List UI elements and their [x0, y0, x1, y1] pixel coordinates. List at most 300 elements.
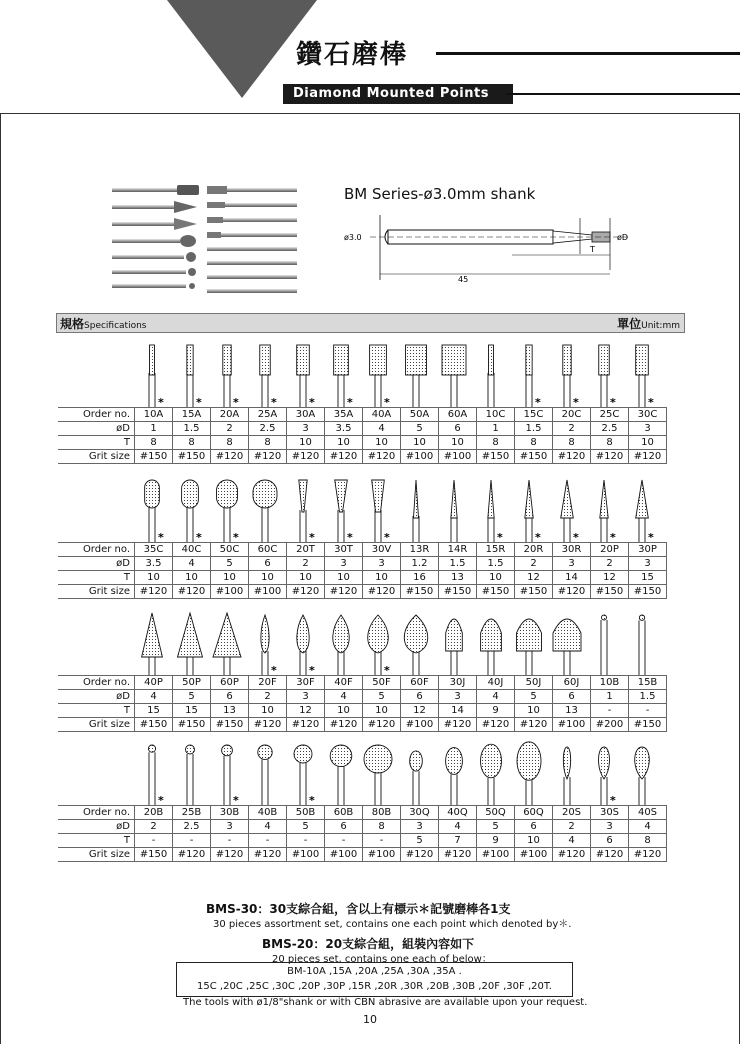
tool-head [600, 480, 608, 518]
page-title: 鑽石磨棒 [296, 40, 409, 70]
table-cell: 4 [629, 820, 667, 834]
table-cell: 30Q [401, 806, 439, 820]
assortment-star: * [233, 396, 240, 407]
tool-shank [187, 373, 193, 407]
table-cell: 60P [211, 676, 249, 690]
tool-shank [149, 752, 155, 805]
table-cell: #120 [363, 450, 401, 464]
table-cell: 60J [553, 676, 591, 690]
tool-head [177, 613, 202, 657]
table-cell: #100 [553, 718, 591, 732]
assortment-star: * [271, 396, 277, 407]
tool-shank [375, 373, 381, 407]
table-cell: 30F [287, 676, 325, 690]
table-cell: 2 [591, 557, 629, 571]
table-cell: 10 [401, 436, 439, 450]
tool-shank [224, 506, 230, 542]
assortment-star: * [648, 396, 654, 407]
bms20-title: BMS-20：20支綜合組，組裝內容如下 [262, 937, 475, 951]
table-cell: #120 [553, 848, 591, 862]
table-cell: 1 [477, 422, 515, 436]
tool-shank [601, 516, 607, 542]
tool-head [181, 480, 198, 508]
table-cell: 14 [439, 704, 477, 718]
table-cell: #120 [325, 718, 363, 732]
tool-shank [639, 620, 645, 675]
spec-table [58, 805, 667, 862]
table-cell: 10 [515, 704, 553, 718]
tool-shank [413, 373, 419, 407]
table-cell: #150 [439, 585, 477, 599]
table-cell: 8 [363, 820, 401, 834]
table-row [58, 690, 667, 704]
table-cell: 3.5 [135, 557, 173, 571]
assortment-star: * [572, 396, 579, 407]
tool-head [562, 345, 570, 375]
table-cell: 1.5 [629, 690, 667, 704]
table-cell: 30R [553, 543, 591, 557]
specifications-bar [56, 313, 685, 333]
table-cell: 40Q [439, 806, 477, 820]
tool-head [410, 751, 423, 771]
table-cell: #120 [591, 848, 629, 862]
table-cell: 3.5 [325, 422, 363, 436]
table-cell: 4 [477, 690, 515, 704]
tool-shank [375, 773, 381, 805]
tool-shank [413, 771, 419, 805]
table-cell: #100 [287, 848, 325, 862]
table-row [58, 676, 667, 690]
product-photo [112, 183, 297, 298]
table-cell: 15R [477, 543, 515, 557]
assortment-star: * [384, 531, 390, 542]
table-cell: 40B [249, 806, 287, 820]
table-cell: #150 [515, 585, 553, 599]
table-cell: 60F [401, 676, 439, 690]
table-cell: 1.2 [401, 557, 439, 571]
table-cell: #100 [401, 450, 439, 464]
unit-label: 單位Unit:mm [617, 317, 680, 331]
table-cell: #100 [363, 848, 401, 862]
tool-shank [224, 373, 230, 407]
table-cell: 12 [515, 571, 553, 585]
assortment-star: * [648, 531, 654, 542]
tool-shank [300, 510, 306, 542]
row-label: Order no. [58, 806, 135, 820]
table-cell: 20P [591, 543, 629, 557]
table-cell: #120 [553, 450, 591, 464]
table-cell: 60C [249, 543, 287, 557]
table-cell: 30V [363, 543, 401, 557]
tool-head [330, 745, 352, 767]
dia-dim-label: øD [617, 233, 629, 242]
table-cell: #100 [249, 585, 287, 599]
table-cell: #120 [211, 848, 249, 862]
table-cell: 5 [211, 557, 249, 571]
page-number: 10 [363, 1013, 377, 1026]
table-cell: 20T [287, 543, 325, 557]
table-cell: 10 [287, 571, 325, 585]
table-cell: 4 [325, 690, 363, 704]
table-cell: 15B [629, 676, 667, 690]
table-cell: 3 [629, 422, 667, 436]
tool-head [560, 480, 573, 518]
tool-head [602, 615, 607, 620]
shank-dim-label: ø3.0 [344, 233, 362, 242]
table-cell: 60Q [515, 806, 553, 820]
row-label: Order no. [58, 543, 135, 557]
tool-shank [187, 754, 193, 805]
table-cell: 5 [363, 690, 401, 704]
table-cell: #120 [439, 848, 477, 862]
table-cell: 2.5 [591, 422, 629, 436]
tool-shank [601, 620, 607, 675]
assortment-star: * [610, 396, 617, 407]
table-cell: #150 [211, 718, 249, 732]
t-dim-label: T [590, 245, 595, 254]
table-cell: 5 [173, 690, 211, 704]
table-cell: #100 [515, 848, 553, 862]
table-cell: - [135, 834, 173, 848]
tool-head [299, 480, 307, 512]
table-cell: - [629, 704, 667, 718]
subtitle-rule [506, 93, 740, 95]
table-cell: 6 [325, 820, 363, 834]
table-cell: 10 [135, 571, 173, 585]
footer-note: The tools with ø1/8"shank or with CBN abrasive are available upon your request. [183, 997, 588, 1008]
table-cell: 10 [325, 571, 363, 585]
table-cell: 15C [515, 408, 553, 422]
tool-head [488, 480, 494, 518]
table-cell: 6 [401, 690, 439, 704]
tool-shank [338, 651, 344, 675]
tool-shank [564, 649, 570, 675]
table-cell: #150 [135, 718, 173, 732]
tool-head [563, 747, 570, 779]
table-cell: 15 [173, 704, 211, 718]
table-cell: 6 [211, 690, 249, 704]
tool-head [404, 615, 427, 653]
tool-shank [262, 759, 268, 805]
spec-table [58, 542, 667, 599]
tool-shank [300, 651, 306, 675]
assortment-star: * [308, 396, 315, 407]
tool-shank [639, 516, 645, 542]
table-row [58, 820, 667, 834]
table-row [58, 422, 667, 436]
tool-head [450, 480, 456, 518]
table-cell: 25C [591, 408, 629, 422]
table-cell: 30B [211, 806, 249, 820]
table-cell: - [173, 834, 211, 848]
bms20-contents-box [176, 962, 573, 997]
bms30-title: BMS-30：30支綜合組，含以上有標示＊記號磨棒各1支 [206, 902, 511, 916]
table-cell: #100 [477, 848, 515, 862]
tool-head [526, 345, 532, 375]
table-cell: 50P [173, 676, 211, 690]
assortment-star: * [233, 794, 240, 805]
table-cell: #150 [173, 450, 211, 464]
row-label: Grit size [58, 585, 135, 599]
tool-head [368, 615, 389, 653]
tool-head [636, 345, 649, 375]
table-cell: - [591, 704, 629, 718]
tool-head [217, 480, 238, 508]
table-cell: 9 [477, 704, 515, 718]
table-row [58, 557, 667, 571]
tool-shank [413, 651, 419, 675]
table-cell: #150 [629, 718, 667, 732]
assortment-star: * [610, 531, 617, 542]
tool-head [553, 619, 581, 651]
tool-shank [338, 767, 344, 805]
row-label: øD [58, 557, 135, 571]
tool-shank [413, 516, 419, 542]
tool-head [142, 613, 163, 657]
table-row [58, 450, 667, 464]
assortment-star: * [233, 531, 240, 542]
table-cell: #120 [173, 585, 211, 599]
table-row [58, 848, 667, 862]
table-row [58, 718, 667, 732]
tool-shank [526, 516, 532, 542]
tool-head [405, 345, 426, 375]
table-cell: 2.5 [249, 422, 287, 436]
table-cell: 10 [287, 436, 325, 450]
tool-head [334, 480, 347, 512]
table-cell: #100 [211, 585, 249, 599]
table-cell: #150 [135, 450, 173, 464]
row-label: T [58, 436, 135, 450]
tool-shank [375, 510, 381, 542]
table-cell: 50B [287, 806, 325, 820]
table-row [58, 834, 667, 848]
table-cell: 30S [591, 806, 629, 820]
table-cell: 5 [515, 690, 553, 704]
table-row [58, 571, 667, 585]
tool-head [185, 745, 194, 754]
table-cell: 8 [249, 436, 287, 450]
row-label: Order no. [58, 676, 135, 690]
table-cell: #120 [249, 450, 287, 464]
table-cell: #150 [591, 585, 629, 599]
table-cell: 8 [135, 436, 173, 450]
table-cell: #120 [363, 585, 401, 599]
table-cell: 40S [629, 806, 667, 820]
bms20-line-2: 15C ,20C ,25C ,30C ,20P ,30P ,15R ,20R ,30R ,20B ,30B ,20F ,30F ,20T. [197, 981, 552, 992]
table-cell: 40F [325, 676, 363, 690]
tool-head [445, 748, 462, 775]
table-cell: 14 [553, 571, 591, 585]
tool-shank [488, 778, 494, 805]
table-cell: #120 [629, 450, 667, 464]
assortment-star: * [535, 396, 541, 407]
table-cell: 12 [287, 704, 325, 718]
table-cell: 20S [553, 806, 591, 820]
table-cell: 14R [439, 543, 477, 557]
table-row [58, 806, 667, 820]
table-cell: 2 [515, 557, 553, 571]
table-cell: 50J [515, 676, 553, 690]
table-cell: 15 [135, 704, 173, 718]
table-cell: 3 [629, 557, 667, 571]
table-cell: 50C [211, 543, 249, 557]
tool-head [517, 619, 542, 651]
table-cell: 3 [325, 557, 363, 571]
assortment-star: * [195, 531, 202, 542]
tool-shank [526, 373, 532, 407]
tool-shank [639, 777, 645, 805]
tool-shank [262, 506, 268, 542]
table-cell: #120 [249, 848, 287, 862]
table-cell: #120 [173, 848, 211, 862]
table-cell: 1.5 [173, 422, 211, 436]
table-cell: 10 [325, 436, 363, 450]
tool-head [258, 745, 272, 759]
assortment-star: * [572, 531, 579, 542]
table-cell: 5 [401, 834, 439, 848]
table-cell: 5 [477, 820, 515, 834]
table-cell: 10 [515, 834, 553, 848]
table-cell: 1 [591, 690, 629, 704]
table-cell: 50F [363, 676, 401, 690]
tool-head [332, 615, 348, 653]
page-subtitle: Diamond Mounted Points [283, 84, 513, 104]
table-cell: 3 [553, 557, 591, 571]
table-cell: 4 [173, 557, 211, 571]
tool-head [148, 745, 155, 752]
tool-shank [224, 756, 230, 805]
table-cell: #150 [477, 450, 515, 464]
table-cell: #150 [135, 848, 173, 862]
table-cell: #150 [629, 585, 667, 599]
tool-head [222, 745, 233, 756]
table-cell: #120 [401, 848, 439, 862]
tool-head [525, 480, 533, 518]
assortment-star: * [308, 794, 315, 805]
table-cell: 10 [477, 571, 515, 585]
table-cell: 4 [249, 820, 287, 834]
tool-shank [564, 373, 570, 407]
table-cell: 8 [515, 436, 553, 450]
tool-head [413, 480, 418, 518]
tool-head [489, 345, 494, 375]
tool-shank [149, 506, 155, 542]
table-cell: 10 [439, 436, 477, 450]
tool-head [253, 480, 277, 508]
table-cell: - [325, 834, 363, 848]
tool-head [261, 615, 269, 653]
tool-head [517, 742, 541, 780]
tool-head [213, 613, 241, 657]
table-cell: #200 [591, 718, 629, 732]
table-row [58, 436, 667, 450]
table-cell: 2 [287, 557, 325, 571]
table-cell: 6 [439, 422, 477, 436]
tool-shank [526, 780, 532, 805]
table-cell: 2.5 [173, 820, 211, 834]
table-cell: 20R [515, 543, 553, 557]
assortment-star: * [384, 664, 390, 675]
table-cell: 3 [439, 690, 477, 704]
row-label: Order no. [58, 408, 135, 422]
tool-shank [224, 655, 230, 675]
assortment-star: * [497, 531, 504, 542]
table-cell: - [211, 834, 249, 848]
table-cell: 4 [439, 820, 477, 834]
table-cell: 12 [401, 704, 439, 718]
table-cell: 12 [591, 571, 629, 585]
table-cell: #120 [249, 718, 287, 732]
row-label: øD [58, 422, 135, 436]
table-cell: #120 [477, 718, 515, 732]
table-cell: 2 [249, 690, 287, 704]
tool-shank [187, 506, 193, 542]
table-cell: 25B [173, 806, 211, 820]
table-cell: 10 [173, 571, 211, 585]
tool-shank [601, 373, 607, 407]
table-cell: 30A [287, 408, 325, 422]
table-cell: 5 [401, 422, 439, 436]
row-label: Grit size [58, 848, 135, 862]
table-row [58, 408, 667, 422]
assortment-star: * [195, 396, 202, 407]
tool-head [297, 615, 309, 653]
tool-shank [601, 777, 607, 805]
assortment-star: * [346, 531, 353, 542]
table-cell: 40C [173, 543, 211, 557]
table-cell: #150 [173, 718, 211, 732]
tool-head [187, 345, 193, 375]
table-cell: 13 [211, 704, 249, 718]
table-cell: #150 [477, 585, 515, 599]
table-cell: 35C [135, 543, 173, 557]
table-cell: 30C [629, 408, 667, 422]
table-cell: 8 [173, 436, 211, 450]
table-cell: #120 [591, 450, 629, 464]
table-cell: 10A [135, 408, 173, 422]
table-cell: 3 [211, 820, 249, 834]
table-cell: #100 [401, 718, 439, 732]
spec-table [58, 675, 667, 732]
table-cell: 3 [287, 422, 325, 436]
spec-label: 規格Specifications [60, 317, 147, 331]
spec-table [58, 407, 667, 464]
tool-head [333, 345, 348, 375]
tool-shank [488, 373, 494, 407]
table-cell: #120 [325, 585, 363, 599]
table-cell: 40A [363, 408, 401, 422]
table-cell: 10 [325, 704, 363, 718]
tool-head [145, 480, 160, 508]
tool-head [636, 480, 649, 518]
tool-head [445, 619, 462, 651]
table-cell: 6 [553, 690, 591, 704]
table-cell: 4 [363, 422, 401, 436]
table-cell: 60A [439, 408, 477, 422]
table-cell: 10 [363, 704, 401, 718]
tool-shank [564, 777, 570, 805]
tool-shank [451, 373, 457, 407]
tool-shank [338, 373, 344, 407]
table-cell: 4 [553, 834, 591, 848]
assortment-star: * [535, 531, 541, 542]
table-cell: 8 [211, 436, 249, 450]
tool-shank [149, 373, 155, 407]
table-cell: 7 [439, 834, 477, 848]
table-cell: 8 [629, 834, 667, 848]
table-cell: - [363, 834, 401, 848]
